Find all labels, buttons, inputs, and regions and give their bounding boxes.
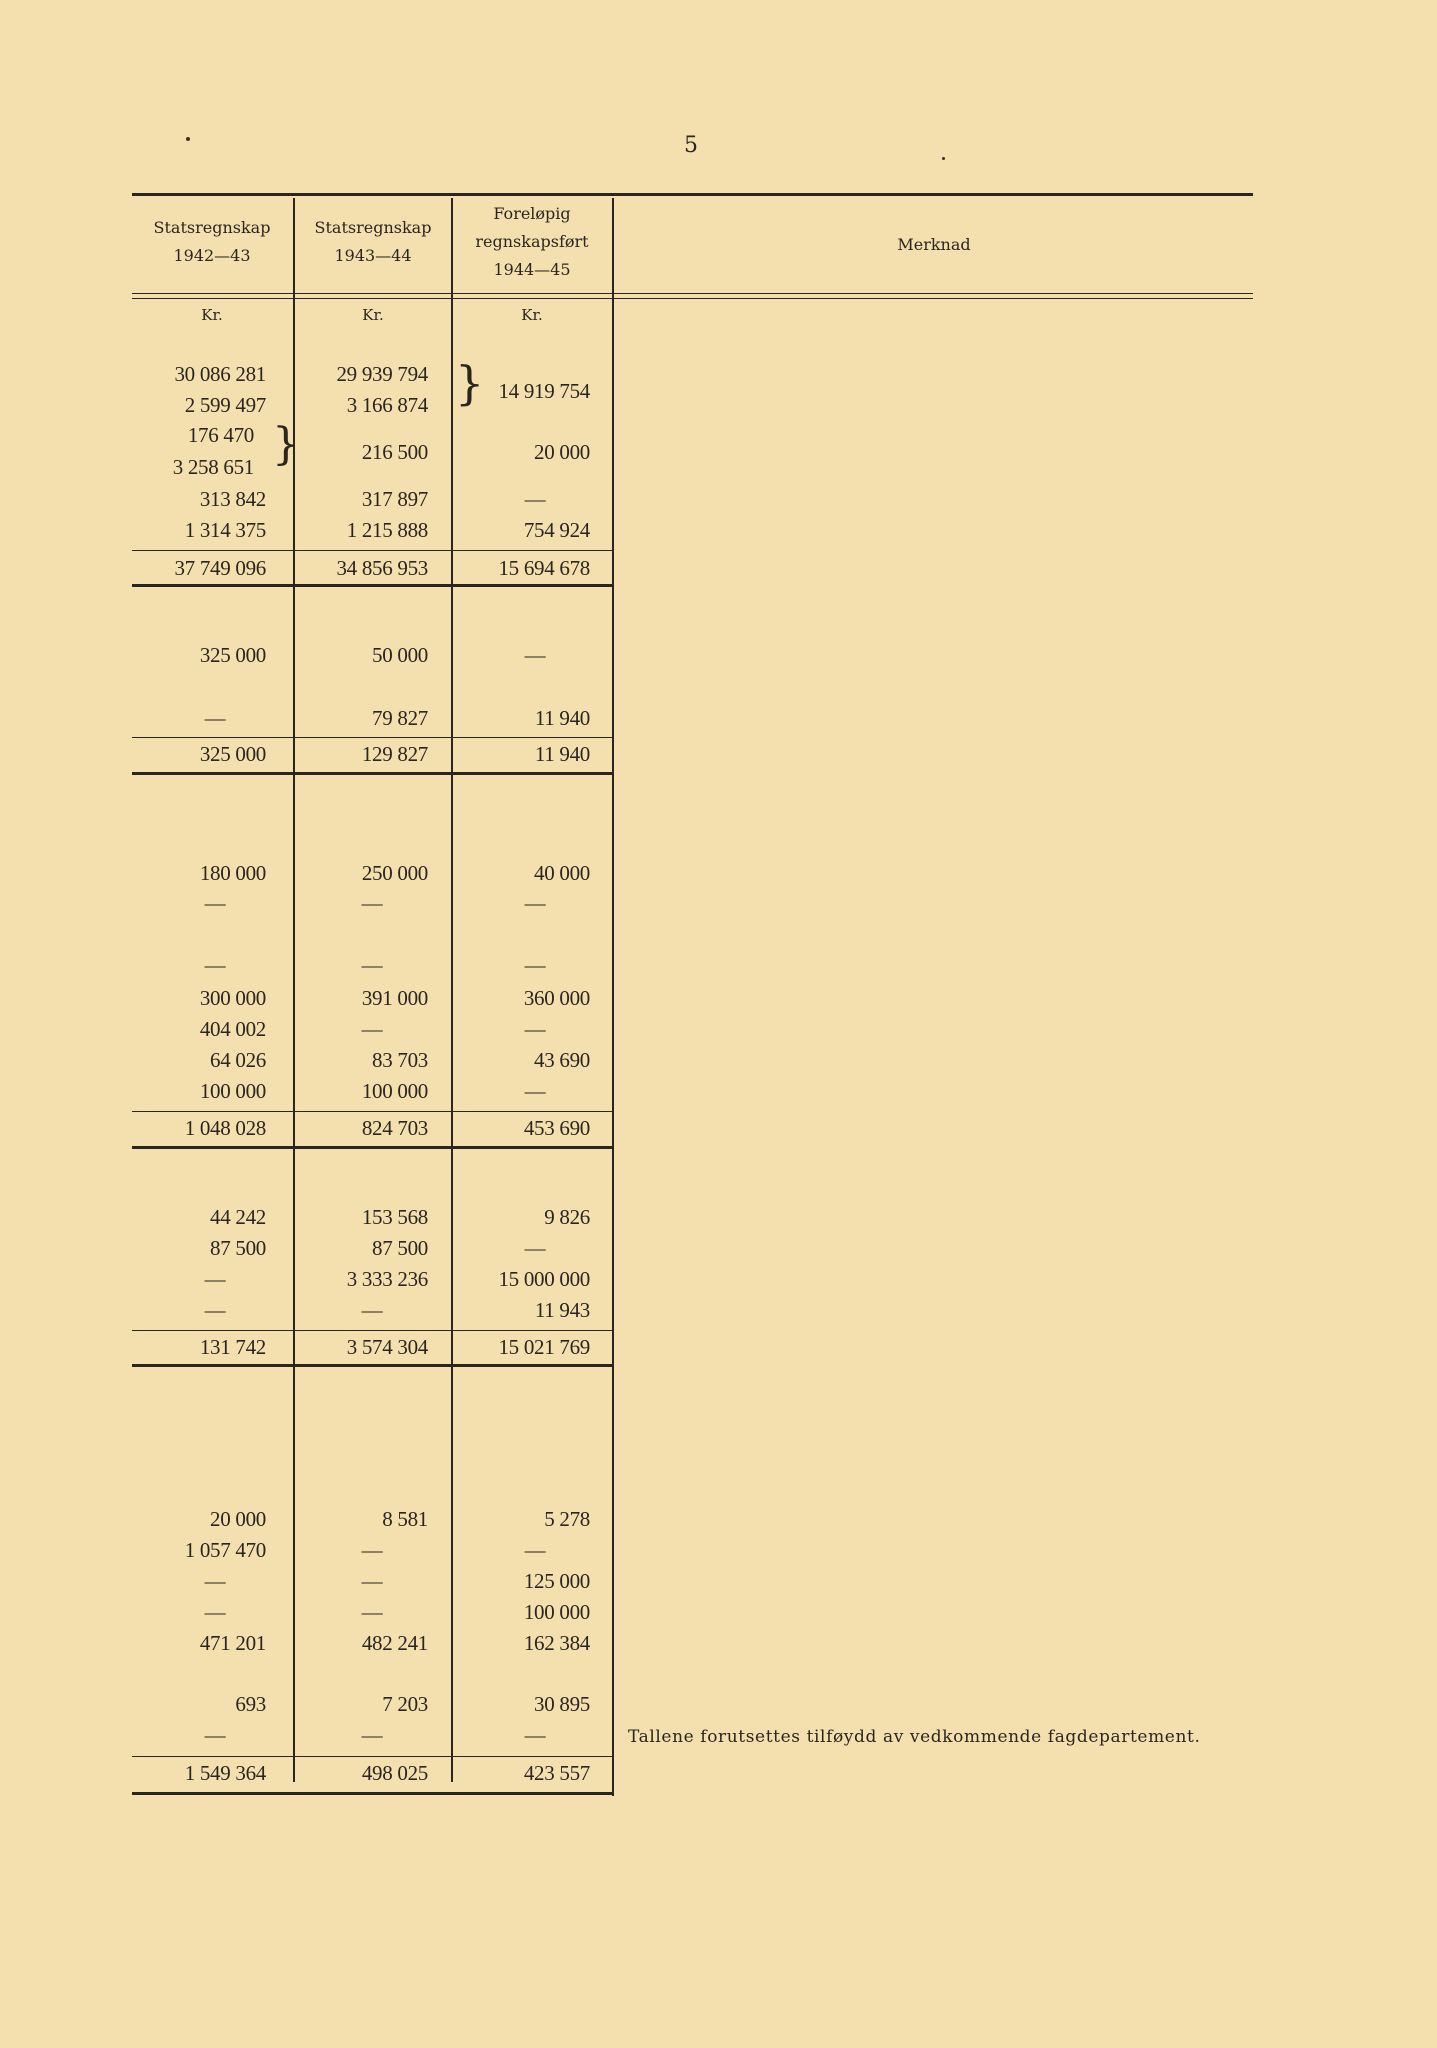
s2-total-c3: 11 940 (534, 742, 590, 766)
s3-r1-c3: 40 000 (534, 861, 590, 885)
s1-total-rule (132, 584, 612, 587)
s2-r1-c2: 50 000 (372, 643, 428, 667)
s1-r6-c2: 1 215 888 (346, 518, 428, 542)
s4-r2-c1: 87 500 (210, 1236, 266, 1260)
s5-r3-c1: — (204, 1569, 226, 1593)
s3-r3-c3: — (524, 953, 546, 977)
header-col2-title: Statsregnskap (314, 218, 432, 237)
top-rule (132, 193, 1253, 196)
s5-r4-c3: 100 000 (523, 1600, 590, 1624)
s4-r2-c2: 87 500 (372, 1236, 428, 1260)
s4-r3-c2: 3 333 236 (346, 1267, 428, 1291)
s4-r4-c2: — (361, 1298, 383, 1322)
s3-r4-c1: 300 000 (199, 986, 266, 1010)
s5-subtotal-rule (132, 1756, 612, 1757)
s3-r6-c1: 64 026 (210, 1048, 266, 1072)
s3-r2-c3: — (524, 891, 546, 915)
s2-r2-c1: — (204, 706, 226, 730)
s5-total-c1: 1 549 364 (184, 1761, 266, 1785)
s5-r7-c2: — (361, 1723, 383, 1747)
s3-r7-c1: 100 000 (199, 1079, 266, 1103)
s5-total-c2: 498 025 (361, 1761, 428, 1785)
s5-r3-c2: — (361, 1569, 383, 1593)
s1-total-c3: 15 694 678 (498, 556, 590, 580)
s5-r4-c2: — (361, 1600, 383, 1624)
header-col3-years: 1944—45 (493, 260, 571, 279)
s5-r7-c3: — (524, 1723, 546, 1747)
header-col2 (294, 214, 452, 270)
s4-subtotal-rule (132, 1330, 612, 1331)
s5-r7-c1: — (204, 1723, 226, 1747)
page-number: 5 (684, 133, 698, 158)
s3-r5-c1: 404 002 (199, 1017, 266, 1041)
col-rule-3 (612, 198, 614, 1796)
header-col3-subtitle: regnskapsført (475, 232, 589, 251)
s3-total-rule (132, 1146, 612, 1149)
s4-r3-c3: 15 000 000 (498, 1267, 590, 1291)
s1-r1-c1: 30 086 281 (174, 362, 266, 386)
s4-r3-c1: — (204, 1267, 226, 1291)
s5-r5-c3: 162 384 (523, 1631, 590, 1655)
s4-total-c1: 131 742 (199, 1335, 266, 1359)
s3-subtotal-rule (132, 1111, 612, 1112)
header-col1-title: Statsregnskap (153, 218, 271, 237)
s5-r4-c1: — (204, 1600, 226, 1624)
s2-r1-c1: 325 000 (199, 643, 266, 667)
unit-col2: Kr. (362, 306, 384, 324)
s4-total-c3: 15 021 769 (498, 1335, 590, 1359)
s1-brace-col1: } (272, 419, 300, 470)
scan-speck (942, 157, 945, 160)
unit-col1: Kr. (201, 306, 223, 324)
s1-total-c1: 37 749 096 (174, 556, 266, 580)
s3-r7-c2: 100 000 (361, 1079, 428, 1103)
s4-r1-c2: 153 568 (361, 1205, 428, 1229)
s3-r3-c2: — (361, 953, 383, 977)
s5-total-c3: 423 557 (523, 1761, 590, 1785)
unit-col3: Kr. (521, 306, 543, 324)
s1-r5-c2: 317 897 (361, 487, 428, 511)
s3-r3-c1: — (204, 953, 226, 977)
s5-r1-c3: 5 278 (544, 1507, 590, 1531)
s1-r4-c1: 3 258 651 (172, 455, 254, 479)
s1-total-c2: 34 856 953 (336, 556, 428, 580)
s5-r6-c1: 693 (235, 1692, 266, 1716)
s3-total-c3: 453 690 (523, 1116, 590, 1140)
s3-r6-c2: 83 703 (372, 1048, 428, 1072)
s5-r6-c2: 7 203 (382, 1692, 428, 1716)
s1-r6-c3: 754 924 (523, 518, 590, 542)
s4-total-rule (132, 1364, 612, 1367)
header-col1-years: 1942—43 (173, 246, 251, 265)
s2-r1-c3: — (524, 643, 546, 667)
s5-r5-c1: 471 201 (199, 1631, 266, 1655)
s5-r2-c2: — (361, 1538, 383, 1562)
s2-total-c1: 325 000 (199, 742, 266, 766)
s5-total-rule (132, 1792, 612, 1795)
scan-speck (186, 137, 190, 141)
s3-r1-c2: 250 000 (361, 861, 428, 885)
s3-r1-c1: 180 000 (199, 861, 266, 885)
s4-r2-c3: — (524, 1236, 546, 1260)
s2-total-c2: 129 827 (361, 742, 428, 766)
s3-r5-c3: — (524, 1017, 546, 1041)
s1-r3-c1: 176 470 (187, 423, 254, 447)
header-col3-title: Foreløpig (493, 204, 571, 223)
s1-r2-c2: 3 166 874 (346, 393, 428, 417)
s3-r6-c3: 43 690 (534, 1048, 590, 1072)
s4-r4-c3: 11 943 (534, 1298, 590, 1322)
s1-r1-c2: 29 939 794 (336, 362, 428, 386)
s3-r5-c2: — (361, 1017, 383, 1041)
s1-brace-col3: } (455, 356, 485, 410)
merknad-note: Tallene forutsettes tilføydd av vedkommende fagdepartement. (628, 1727, 1201, 1747)
s4-r4-c1: — (204, 1298, 226, 1322)
s1-merged-c3b: 20 000 (534, 440, 590, 464)
s2-r2-c3: 11 940 (534, 706, 590, 730)
s1-r5-c3: — (524, 487, 546, 511)
s1-merged-c2: 216 500 (361, 440, 428, 464)
s1-merged-c3: 14 919 754 (498, 379, 590, 403)
s5-r2-c1: 1 057 470 (184, 1538, 266, 1562)
s1-r2-c1: 2 599 497 (184, 393, 266, 417)
header-merknad: Merknad (897, 235, 971, 254)
s5-r2-c3: — (524, 1538, 546, 1562)
s2-r2-c2: 79 827 (372, 706, 428, 730)
header-col3 (452, 200, 612, 284)
s3-r2-c1: — (204, 891, 226, 915)
s3-total-c1: 1 048 028 (184, 1116, 266, 1140)
header-col2-years: 1943—44 (334, 246, 412, 265)
s3-total-c2: 824 703 (361, 1116, 428, 1140)
s4-r1-c3: 9 826 (544, 1205, 590, 1229)
s4-total-c2: 3 574 304 (346, 1335, 428, 1359)
header-rule-2 (132, 298, 1253, 299)
s2-total-rule (132, 772, 612, 775)
s1-r5-c1: 313 842 (199, 487, 266, 511)
s5-r5-c2: 482 241 (361, 1631, 428, 1655)
s5-r1-c1: 20 000 (210, 1507, 266, 1531)
s1-subtotal-rule (132, 550, 612, 551)
s1-r6-c1: 1 314 375 (184, 518, 266, 542)
header-rule-1 (132, 293, 1253, 294)
s3-r4-c3: 360 000 (523, 986, 590, 1010)
s3-r4-c2: 391 000 (361, 986, 428, 1010)
s4-r1-c1: 44 242 (210, 1205, 266, 1229)
s2-subtotal-rule (132, 737, 612, 738)
s3-r2-c2: — (361, 891, 383, 915)
header-col1 (130, 214, 294, 270)
s5-r1-c2: 8 581 (382, 1507, 428, 1531)
s5-r6-c3: 30 895 (534, 1692, 590, 1716)
s5-r3-c3: 125 000 (523, 1569, 590, 1593)
s3-r7-c3: — (524, 1079, 546, 1103)
